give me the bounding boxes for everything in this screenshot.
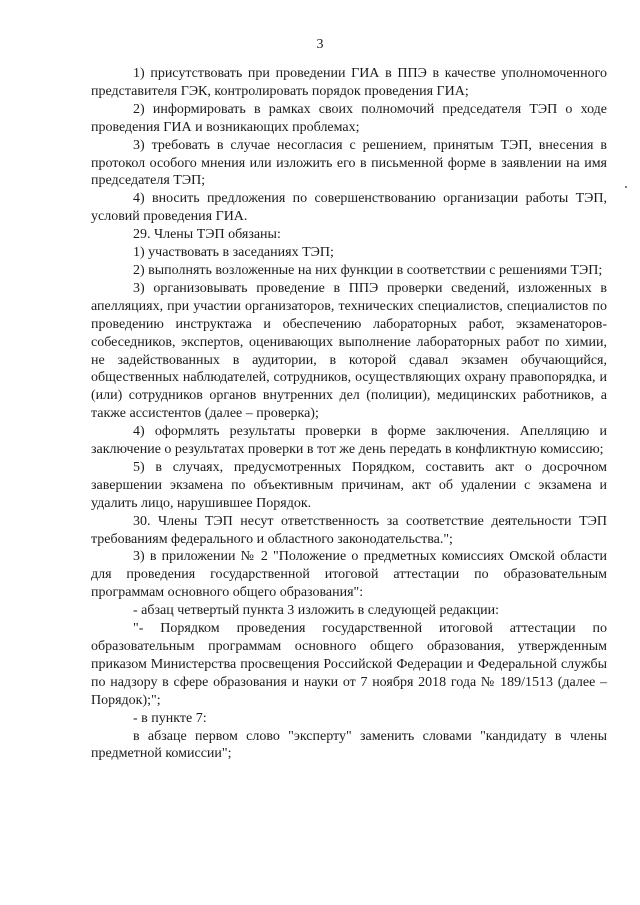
paragraph-section-29: 29. Члены ТЭП обязаны: — [133, 227, 281, 243]
paragraph-appendix-2: 3) в приложении № 2 "Положение о предметных комиссиях Омской области для проведения государственной итоговой аттестации по образовательным программам основного общего образования": — [91, 549, 607, 601]
paragraph-rights-3: 3) требовать в случае несогласия с решением, принятым ТЭП, внесения в протокол особого мнения или изложить его в письменной форме в заявлении на имя председателя ТЭП; — [91, 137, 607, 189]
paragraph-point-7-text: в абзаце первом слово "эксперту" заменить словами "кандидату в члены предметной комиссии"; — [91, 728, 607, 762]
paragraph-duty-3: 3) организовывать проведение в ППЭ проверки сведений, изложенных в апелляциях, при участии организаторов, технических специалистов, специалистов по проведению инструктажа и обеспечению лабораторных работ, экзаменаторов-собеседников, экспертов, оценивающих выполнение лабораторных работ по химии, не задействованных в аудитории, в которой сдавал экзамен обучающийся, общественных наблюдателей, сотрудников, осуществляющих охрану правопорядка, и (или) сотрудников органов внутренних дел (полиции), медицинских работников, а также ассистентов (далее – проверка); — [91, 280, 607, 422]
paragraph-duty-1: 1) участвовать в заседаниях ТЭП; — [133, 245, 334, 261]
paragraph-section-30: 30. Члены ТЭП несут ответственность за соответствие деятельности ТЭП требованиям федерального и областного законодательства."; — [91, 513, 607, 547]
paragraph-rights-2: 2) информировать в рамках своих полномочий председателя ТЭП о ходе проведения ГИА и возникающих проблемах; — [91, 101, 607, 135]
document-body — [91, 65, 607, 763]
paragraph-point-3-text: "- Порядком проведения государственной итоговой аттестации по образовательным программам основного общего образования, утвержденным приказом Министерства просвещения Российской Федерации и Федеральной службы по надзору в сфере образования и науки от 7 ноября 2018 года № 189/1513 (далее – Порядок);"; — [91, 621, 607, 708]
paragraph-rights-1: 1) присутствовать при проведении ГИА в ППЭ в качестве уполномоченного представителя ГЭК, контролировать порядок проведения ГИА; — [91, 66, 607, 99]
paragraph-duty-5: 5) в случаях, предусмотренных Порядком, составить акт о досрочном завершении экзамена по объективным причинам, акт об удалении с экзамена и удалить лицо, нарушившее Порядок. — [91, 459, 607, 511]
paragraph-point-3-intro: - абзац четвертый пункта 3 изложить в следующей редакции: — [133, 603, 500, 619]
paragraph-rights-4: 4) вносить предложения по совершенствованию организации работы ТЭП, условий проведения ГИА. — [91, 191, 607, 225]
scan-speck — [625, 186, 627, 188]
paragraph-duty-2: 2) выполнять возложенные на них функции в соответствии с решениями ТЭП; — [133, 262, 603, 278]
paragraph-point-7: - в пункте 7: — [133, 710, 207, 726]
paragraph-duty-4: 4) оформлять результаты проверки в форме заключения. Апелляцию и заключение о результатах проверки в тот же день передать в конфликтную комиссию; — [91, 424, 607, 458]
page-number: 3 — [316, 37, 324, 52]
